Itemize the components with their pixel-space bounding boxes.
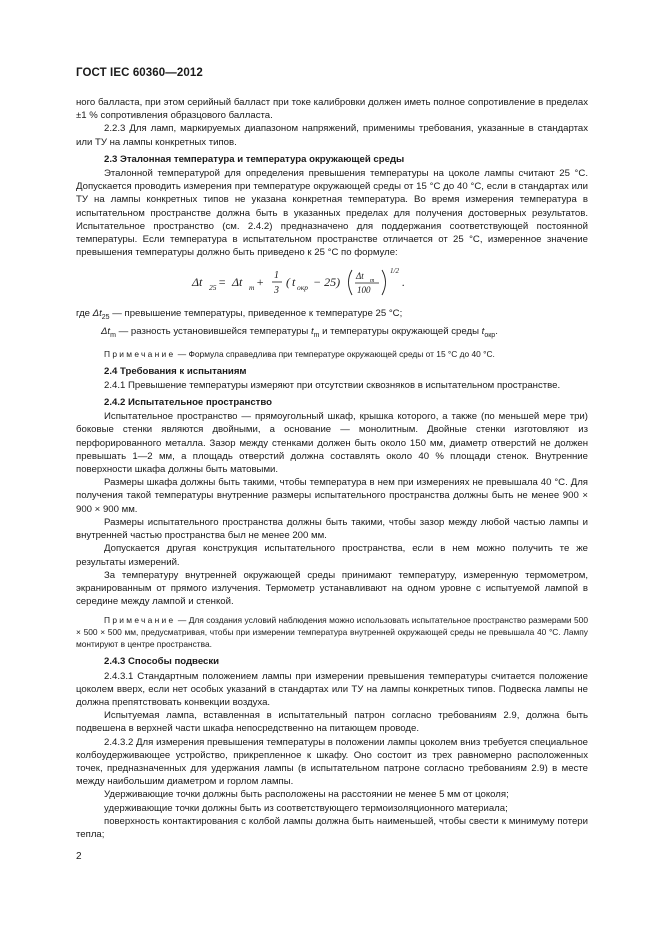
formula-frac2-num: Δt	[356, 271, 364, 282]
paragraph: ного балласта, при этом серийный балласт при токе калибровки должен иметь полное сопротивление в пределах ±1 % сопротивления образцового балласта.	[76, 97, 588, 122]
def-symbol: Δt	[101, 325, 111, 337]
paragraph: 2.2.3 Для ламп, маркируемых диапазоном напряжений, применимы требования, указанные в стандартах или ТУ на лампы конкретных типов.	[76, 123, 588, 148]
formula-frac2-den: 100	[357, 285, 371, 296]
formula-graphic	[182, 265, 482, 299]
def-symbol-sub: 25	[101, 314, 110, 322]
def-symbol: t	[310, 325, 314, 337]
def-text: — превышение температуры, приведенное к температуре 25 °С;	[109, 308, 403, 320]
page-number: 2	[76, 851, 82, 862]
paragraph: За температуру внутренней окружающей среды принимают температуру, измеренную термометром, экранированным от прямого излучения. Термометр устанавливают на одном уровне с испытуемой лампой в середине между лампой и стенкой.	[76, 569, 588, 608]
formula-lhs: Δt	[192, 275, 203, 290]
formula-lhs-sub: 25	[209, 283, 217, 293]
note	[76, 348, 588, 360]
definition-line	[76, 325, 588, 342]
formula-den: 3	[274, 285, 279, 297]
def-prefix: где	[76, 308, 93, 320]
formula-minus25: − 25)	[313, 275, 341, 290]
formula-frac2-num-sub: m	[370, 278, 375, 285]
formula-num: 1	[274, 270, 279, 282]
paragraph: Размеры испытательного пространства должны быть такими, чтобы зазор между любой частью лампы и внутренней частью пространства был не менее 200 мм.	[76, 516, 588, 542]
formula-term1-sub: m	[249, 283, 255, 293]
formula-end: .	[402, 275, 405, 290]
paragraph: Удерживающие точки должны быть расположены на расстоянии не менее 5 мм от цоколя;	[104, 789, 509, 801]
def-symbol-sub: m	[313, 331, 320, 339]
formula-t-sub: окр	[297, 283, 309, 293]
def-symbol-sub: окр	[484, 331, 496, 339]
big-paren-right	[382, 270, 386, 295]
big-paren-left	[349, 270, 353, 295]
paragraph: Испытательное пространство — прямоугольный шкаф, крышка которого, а также (по меньшей мере три) боковые стенки являются двойными, а основание — монолитным. Двойные стенки изготовляют из перфорированного металла. Зазор между стенками должен быть около 150 мм, диаметр отверстий не должен превышать 1—2 мм, а площадь отверстий должна составлять около 40 % площади стенок. Внутренние поверхности шкафа должны быть матовыми.	[76, 411, 588, 476]
page-body	[76, 96, 588, 841]
formula	[76, 265, 588, 299]
definition-line	[76, 307, 588, 324]
note-text: — Формула справедлива при температуре окружающей среды от 15 °С до 40 °С.	[175, 348, 495, 359]
paragraph: 2.4.3.2 Для измерения превышения температуры в положении лампы цоколем вниз требуется специальное колбоудерживающее устройство, прикрепленное к шкафу. Оно состоит из трех равномерно расположенных точек, предназначенных для удержания лампы (в испытательном патроне согласно требованиям 2.9) в месте между наибольшим диаметром и горлом лампы.	[76, 736, 588, 788]
section-heading: 2.4 Требования к испытаниям	[104, 365, 247, 377]
paragraph: 2.4.1 Превышение температуры измеряют при отсутствии сквозняков в испытательном пространстве.	[104, 379, 561, 391]
def-symbol: t	[481, 325, 485, 337]
def-symbol: Δt	[92, 308, 102, 320]
section-heading: 2.4.2 Испытательное пространство	[104, 397, 273, 409]
section-heading: 2.4.3 Способы подвески	[104, 656, 220, 668]
paragraph: Допускается другая конструкция испытательного пространства, если в нем можно получить те же результаты измерений.	[76, 543, 588, 568]
paragraph: Эталонной температурой для определения превышения температуры на цоколе лампы считают 25 °С. Допускается проводить измерения при температуре окружающей среды от 15 °С до 40 °С, если в стандартах или ТУ на лампы конкретных типов не указана конкретная температура. Во время измерения температура в испытательном пространстве должна быть в указанных пределах для получения достоверных результатов. Испытательное пространство (см. 2.4.2) предназначено для поддержания соответствующей постоянной температуры. Если температура в испытательном пространстве отличается от 25 °С, измеренное значение превышения температуры должно быть приведено к 25 °С по формуле:	[76, 168, 588, 259]
def-symbol-sub: m	[110, 331, 116, 339]
section-heading: 2.3 Эталонная температура и температура окружающей среды	[104, 153, 405, 165]
formula-t: t	[292, 275, 296, 290]
formula-plus: +	[256, 275, 265, 290]
paragraph: удерживающие точки должны быть из соответствующего термоизоляционного материала;	[104, 802, 508, 814]
def-text: .	[495, 325, 498, 337]
formula-exp: 1/2	[390, 267, 399, 276]
formula-term1: Δt	[232, 275, 243, 290]
formula-eq: =	[218, 275, 227, 290]
page-header-title: ГОСТ IEC 60360—2012	[76, 67, 203, 79]
note-label: Примечание	[104, 348, 176, 359]
def-text: и температуры окружающей среды	[319, 325, 482, 337]
paragraph: Испытуемая лампа, вставленная в испытательный патрон согласно требованиям 2.9, должна быть подвешена в верхней части шкафа непосредственно на питающем проводе.	[76, 710, 588, 735]
note-label: Примечание	[104, 615, 176, 626]
paragraph: Размеры шкафа должны быть такими, чтобы температура в нем при измерениях не превышала 40 °С. Для получения такой температуры внутренние размеры испытательного пространства должны быть не менее 900 × 900 × 900 мм.	[76, 477, 588, 515]
note	[76, 614, 588, 650]
paragraph: 2.4.3.1 Стандартным положением лампы при измерении превышения температуры считается положение цоколем вверх, если нет особых указаний в стандартах или ТУ на лампы конкретных типов. Подвеска лампы не должна препятствовать конвекции воздуха.	[76, 670, 588, 708]
paragraph: поверхность контактирования с колбой лампы должна быть наименьшей, чтобы свести к минимуму потери тепла;	[76, 815, 588, 840]
note-text: — Для создания условий наблюдения можно использовать испытательное пространство размерами 500 × 500 × 500 мм, предусматривая, чтобы при измерении температура внутренней окружающей среды не превышала 40 °С. Лампу монтируют в центре пространства.	[76, 615, 588, 650]
formula-paren-open: (	[286, 275, 290, 290]
def-text: — разность установившейся температуры	[115, 325, 311, 337]
